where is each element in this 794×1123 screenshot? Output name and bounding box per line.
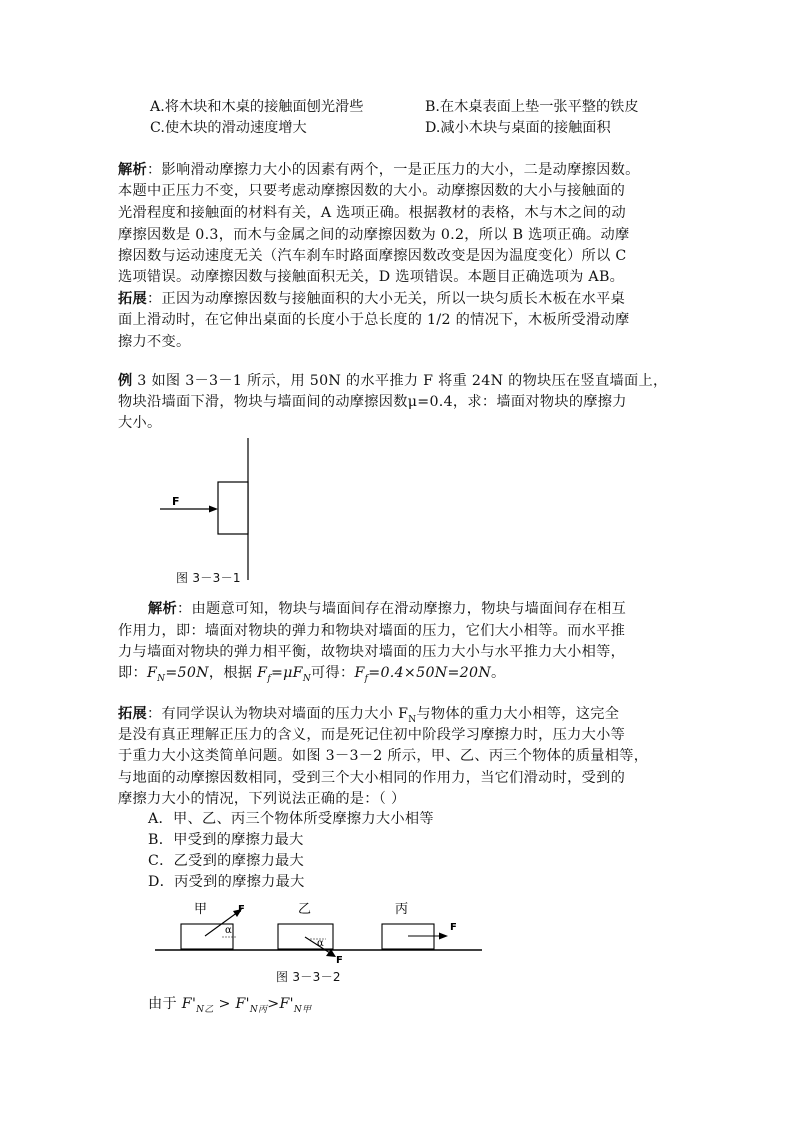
option-2-d: D．丙受到的摩擦力最大: [148, 874, 305, 890]
figure-1-caption: 图 3－3－1: [176, 571, 241, 585]
force-label-f: F: [172, 495, 180, 508]
analysis-2-line-3: 力与墙面对物块的弹力相平衡，故物块对墙面的压力大小与水平推力大小相等，: [118, 644, 626, 660]
force-jia-label: F: [238, 904, 245, 915]
option-2-a: A．甲、乙、丙三个物体所受摩擦力大小相等: [148, 811, 434, 827]
force-yi-label: F: [336, 955, 343, 966]
angle-yi: α: [317, 938, 324, 949]
force-arrowhead: [209, 506, 218, 513]
figure-2-caption: 图 3－3－2: [276, 970, 341, 984]
analysis-2-line-1: 解析：由题意可知，物块与墙面间存在滑动摩擦力，物块与墙面间存在相互: [148, 601, 627, 617]
angle-jia: α: [225, 925, 232, 936]
label-yi: 乙: [298, 902, 312, 917]
analysis-1-line-1: 解析：影响滑动摩擦力大小的因素有两个，一是正压力的大小，二是动摩擦因数。: [118, 162, 640, 178]
conclusion-line: 由于 $F'_{N乙} > F'_{N丙}>F'_{N甲}$: [148, 996, 312, 1015]
option-c: C.使木块的滑动速度增大: [150, 120, 307, 136]
figure-3-3-2: [150, 895, 495, 970]
option-d: D.减小木块与桌面的接触面积: [425, 120, 611, 136]
example-3-line-2: 物块沿墙面下滑，物块与墙面间的动摩擦因数μ=0.4，求：墙面对物块的摩擦力: [118, 394, 627, 410]
option-2-c: C．乙受到的摩擦力最大: [148, 853, 305, 869]
extension-2-line-2: 是没有真正理解正压力的含义，而是死记住初中阶段学习摩擦力时，压力大小等: [118, 727, 626, 743]
extension-2-line-3: 于重力大小这类简单问题。如图 3－3－2 所示，甲、乙、丙三个物体的质量相等，: [118, 748, 649, 764]
force-bing-arrowhead: [439, 933, 448, 940]
block: [218, 482, 248, 534]
extension-2-line-4: 与地面的动摩擦因数相同，受到三个大小相同的作用力，当它们滑动时，受到的: [118, 770, 626, 786]
option-2-b: B．甲受到的摩擦力最大: [148, 832, 304, 848]
analysis-2-formula-line: 即：$F_N=50N$，根据 $F_f=\mu F_N$可得：$F_f=0.4\times 50N=20N$。: [118, 665, 506, 684]
option-b: B.在木桌表面上垫一张平整的铁皮: [425, 99, 639, 115]
example-3-line-1: 例 3 如图 3－3－1 所示，用 50N 的水平推力 F 将重 24N 的物块压在竖直墙面上，: [118, 373, 668, 389]
analysis-1-line-5: 擦因数与运动速度无关（汽车刹车时路面摩擦因数改变是因为温度变化）所以 C: [118, 248, 627, 264]
extension-2-line-1: 拓展：有同学误认为物块对墙面的压力大小 $F_N$与物体的重力大小相等，这完全: [118, 706, 620, 725]
analysis-1-line-3: 光滑程度和接触面的材料有关，A 选项正确。根据教材的表格，木与木之间的动: [118, 205, 626, 221]
analysis-2-line-2: 作用力，即：墙面对物块的弹力和物块对墙面的压力，它们大小相等。而水平推: [118, 623, 626, 639]
extension-1-line-2: 面上滑动时，在它伸出桌面的长度小于总长度的 1/2 的情况下，木板所受滑动摩: [118, 312, 630, 328]
analysis-1-line-6: 选项错误。动摩擦因数与接触面积无关，D 选项错误。本题目正确选项为 AB。: [118, 269, 625, 285]
analysis-1-line-2: 本题中正压力不变，只要考虑动摩擦因数的大小。动摩擦因数的大小与接触面的: [118, 183, 626, 199]
extension-1-line-3: 擦力不变。: [118, 334, 191, 350]
label-bing: 丙: [395, 902, 409, 917]
extension-1-line-1: 拓展：正因为动摩擦因数与接触面积的大小无关，所以一块匀质长木板在水平桌: [118, 291, 626, 307]
option-a: A.将木块和木桌的接触面刨光滑些: [150, 99, 364, 115]
extension-2-line-5: 摩擦力大小的情况，下列说法正确的是：（ ）: [118, 791, 406, 807]
force-bing-label: F: [450, 922, 457, 933]
example-3-line-3: 大小。: [118, 415, 162, 431]
label-jia: 甲: [194, 902, 208, 917]
block-yi: [278, 924, 333, 949]
analysis-1-line-4: 摩擦因数是 0.3，而木与金属之间的动摩擦因数为 0.2，所以 B 选项正确。动摩: [118, 227, 630, 243]
